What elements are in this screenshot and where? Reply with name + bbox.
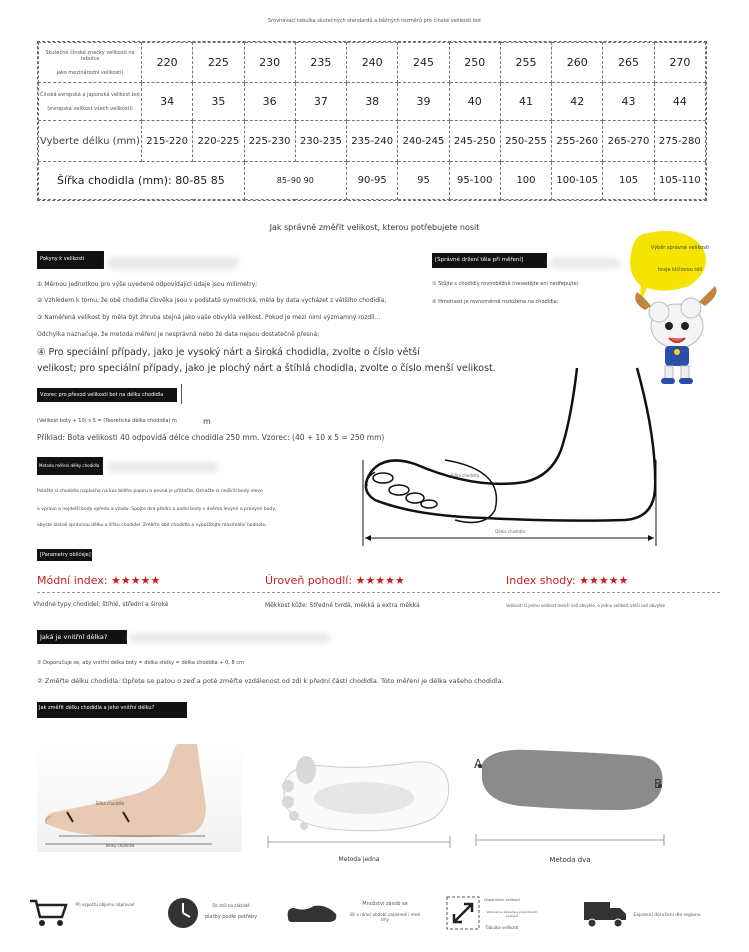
cart-icon bbox=[28, 897, 70, 927]
table-cell: 35 bbox=[193, 83, 244, 121]
comfort-index: Úroveň pohodlí: ★★★★★ bbox=[265, 574, 405, 587]
special-case-line: velikost; pro speciální případy, jako je plochý nárt a štíhlá chodidla, zvolte o číslo menší velikost. bbox=[37, 363, 496, 374]
footer-text: Expresní doručení dle regionu bbox=[633, 913, 701, 918]
table-row-size-cn bbox=[39, 43, 706, 83]
method-item: a vpravo a nejdelší body vpředu a vzadu. Spojte dva přední a zadní body s dvěma levými a pravými body, bbox=[37, 507, 277, 512]
table-cell: 43 bbox=[603, 83, 654, 121]
foot-length-label: Délka chodidla bbox=[495, 529, 525, 534]
table-cell: 95-100 bbox=[449, 161, 500, 199]
speech-text: hraje klíčovou roli bbox=[657, 267, 703, 273]
table-row-label: Šířka chodidla (mm): 80-85 85 bbox=[39, 161, 245, 199]
shoe-icon bbox=[284, 900, 340, 926]
inner-title-box bbox=[37, 630, 127, 644]
formula-unit: m bbox=[203, 417, 211, 426]
table-cell: 41 bbox=[500, 83, 551, 121]
footer-text: Doporučení velikosti bbox=[484, 898, 520, 902]
method-item: Položte si chodidla naplocho na kus bílého papíru a pevně je přitlačte. Označte si nejširší body vlevo bbox=[37, 489, 263, 494]
match-index: Index shody: ★★★★★ bbox=[506, 574, 629, 587]
fit-note: Velikost: O jednu velikost menší než obvykle, o jednu velikost větší než obvykle bbox=[506, 603, 665, 608]
posture-label: [Správné držení těla při měření] bbox=[435, 257, 524, 263]
footprint-illustration bbox=[264, 742, 454, 852]
foot-photo-illustration bbox=[37, 740, 242, 852]
special-case-line: ④ Pro speciální případy, jako je vysoký nárt a široká chodidla, zvolte o číslo větší bbox=[37, 347, 420, 358]
table-cell: 215-220 bbox=[142, 121, 193, 161]
foot-photo-area bbox=[37, 740, 242, 852]
table-cell: 40 bbox=[449, 83, 500, 121]
table-cell: 245-250 bbox=[449, 121, 500, 161]
posture-item: ② Hmotnost je rovnoměrně rozložena na chodidla; bbox=[432, 299, 559, 305]
table-cell: 37 bbox=[295, 83, 346, 121]
how-label: Jak změřit délku chodidla a jeho vnitřní délku? bbox=[39, 705, 155, 711]
table-cell: 90-95 bbox=[347, 161, 398, 199]
posture-item: ① Stůjte s chodidly rovnoběžně (nesedějte ani nedřepujte) bbox=[432, 281, 579, 287]
guide-item: Odchylka naznačuje, že metoda měření je nesprávná nebo že data nejsou dostatečně přesná; bbox=[37, 331, 320, 338]
fashion-stars: ★★★★★ bbox=[111, 574, 161, 587]
table-cell: 255-260 bbox=[552, 121, 603, 161]
table-row-length bbox=[39, 121, 706, 161]
measure-title: Jak správně změřit velikost, kterou potřebujete nosit bbox=[269, 223, 480, 232]
method-label-box bbox=[37, 457, 103, 475]
table-cell: 240 bbox=[347, 43, 398, 83]
table-cell: 235 bbox=[295, 43, 346, 83]
guide-item: ③ Naměřená velikost by měla být zhruba stejná jako vaše obvyklá velikost. Pokud je mezi nimi výzmamný rozdíl... bbox=[37, 314, 381, 321]
table-cell: 265-270 bbox=[603, 121, 654, 161]
size-table bbox=[37, 41, 707, 201]
table-cell: 220-225 bbox=[193, 121, 244, 161]
table-cell: 38 bbox=[347, 83, 398, 121]
guide-item: ① Měrnou jednotkou pro výše uvedené odpovídající údaje jsou milimetry; bbox=[37, 281, 258, 288]
footer-text: Při výpočtu objemu nápravné bbox=[75, 902, 135, 907]
table-cell: 255 bbox=[500, 43, 551, 83]
expand-arrows-icon bbox=[446, 896, 480, 930]
table-cell: 34 bbox=[142, 83, 193, 121]
table-cell: 250-255 bbox=[500, 121, 551, 161]
table-row-label: Čínská evropská a japonská velikost bot (evropská velikost všech velikostí) bbox=[39, 83, 142, 121]
params-label-box bbox=[37, 549, 92, 561]
comfort-stars: ★★★★★ bbox=[355, 574, 405, 587]
footer-text: Do dnů na základě bbox=[212, 903, 250, 908]
blur-decoration bbox=[108, 257, 238, 269]
table-row-width bbox=[39, 161, 706, 199]
fashion-index: Módní index: ★★★★★ bbox=[37, 574, 161, 587]
clock-icon bbox=[166, 896, 200, 930]
leather-softness: Měkkost kůže: Středně tvrdá, měkká a extra měkká bbox=[265, 602, 420, 609]
table-cell: 100-105 bbox=[552, 161, 603, 199]
method-label: Metoda měření délky chodidla bbox=[39, 463, 100, 468]
how-label-box bbox=[37, 702, 187, 718]
table-cell: 265 bbox=[603, 43, 654, 83]
table-cell: 235-240 bbox=[347, 121, 398, 161]
table-cell: 260 bbox=[552, 43, 603, 83]
point-b-label: B bbox=[654, 777, 663, 791]
inner-item: ② Změřte délku chodidla: Opřete se patou o zeď a poté změřte vzdálenost od zdi k přední části chodidla. Toto měření je délka vašeho chodidla. bbox=[37, 677, 504, 685]
method-two-label: Metoda dva bbox=[549, 856, 591, 864]
table-cell: 105 bbox=[603, 161, 654, 199]
table-cell: 230-235 bbox=[295, 121, 346, 161]
blur-decoration bbox=[130, 633, 330, 643]
photo-width-label: Šířka chodidla bbox=[95, 801, 125, 806]
method-one-label: Metoda jedna bbox=[338, 856, 380, 863]
table-cell: 225 bbox=[193, 43, 244, 83]
foot-types: Vhodné typy chodidel: štíhlé, střední a široké bbox=[33, 601, 169, 608]
footer-text: Tabulka velikostí bbox=[485, 925, 519, 930]
point-a-label: A bbox=[474, 757, 483, 771]
table-row-label: Skutečné čínské značky velikostí na tabulce jako mezinárodní velikosti) bbox=[39, 43, 142, 83]
divider bbox=[181, 384, 182, 404]
table-cell: 240-245 bbox=[398, 121, 449, 161]
table-row-size-eu bbox=[39, 83, 706, 121]
table-cell: 105-110 bbox=[654, 161, 705, 199]
table-cell: 42 bbox=[552, 83, 603, 121]
table-cell: 270 bbox=[654, 43, 705, 83]
table-cell: 85–90 90 bbox=[244, 161, 347, 199]
match-stars: ★★★★★ bbox=[579, 574, 629, 587]
guide-label-box bbox=[37, 251, 104, 269]
table-cell: 275-280 bbox=[654, 121, 705, 161]
footer-text: platby podle potřeby bbox=[204, 914, 258, 920]
params-label: [Parametry obličeje] bbox=[40, 552, 91, 558]
posture-label-box bbox=[432, 253, 547, 268]
table-cell: 220 bbox=[142, 43, 193, 83]
formula-label: Vzorec pro převod velikosti bot na délku chodidla bbox=[40, 392, 164, 398]
formula-example: Příklad: Bota velikosti 40 odpovídá délce chodidla 250 mm. Vzorec: (40 + 10 x 5 = 250 mm) bbox=[37, 433, 385, 442]
guide-label: Pokyny k velikosti bbox=[40, 256, 85, 262]
footer-text: Velikost na základě a předchozích postupů bbox=[486, 910, 538, 918]
foot-width-label: Šířka chodidla bbox=[450, 473, 480, 478]
speech-text: Výběr správné velikosti bbox=[650, 245, 710, 251]
footer-text: liší v rámci období vzájemně i mezi trhy bbox=[349, 912, 421, 922]
inner-item: ① Doporučuje se, aby vnitřní délka boty = délka stélky = délka chodidla + 0, 8 cm bbox=[37, 660, 244, 666]
table-cell: 39 bbox=[398, 83, 449, 121]
guide-item: ② Vzhledem k tomu, že obě chodidla člověka jsou v podstatě symetrická, měla by data vycházet z většího chodidla; bbox=[37, 297, 387, 304]
table-cell: 230 bbox=[244, 43, 295, 83]
photo-length-label: délky chodidla bbox=[105, 843, 135, 848]
blur-decoration bbox=[550, 258, 620, 268]
foot-outline-illustration bbox=[355, 360, 665, 550]
blur-decoration bbox=[108, 462, 218, 472]
table-row-label: Vyberte délku (mm) bbox=[39, 121, 142, 161]
truck-icon bbox=[582, 898, 628, 928]
formula-text: (Velikost boty + 10) x 5 = (Teoretická délka chodidla) m bbox=[37, 418, 177, 424]
table-cell: 36 bbox=[244, 83, 295, 121]
table-cell: 44 bbox=[654, 83, 705, 121]
table-cell: 245 bbox=[398, 43, 449, 83]
table-title: Srovnávací tabulka skutečných standardů a běžných rozměrů pro čínské velikosti bot bbox=[267, 18, 482, 24]
table-cell: 225-230 bbox=[244, 121, 295, 161]
divider bbox=[37, 592, 720, 593]
table-cell: 250 bbox=[449, 43, 500, 83]
table-cell: 95 bbox=[398, 161, 449, 199]
insole-illustration bbox=[470, 740, 670, 850]
method-item: abyste získali správnou délku a šířku chodidel. Změřte obě chodidla a vypočítejte maximální hodnotu. bbox=[37, 523, 268, 528]
inner-title: Jaká je vnitřní délka? bbox=[40, 633, 108, 641]
formula-label-box bbox=[37, 388, 177, 402]
footer-text: Množství zásob se bbox=[362, 901, 408, 907]
table-cell: 100 bbox=[500, 161, 551, 199]
